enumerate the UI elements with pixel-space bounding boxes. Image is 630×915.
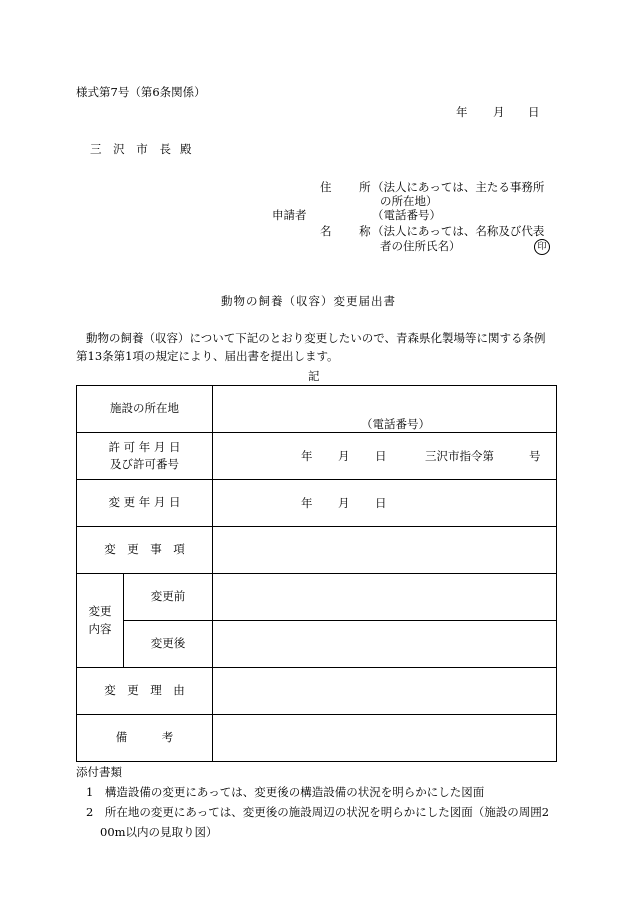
change-month: 月 [338,496,350,510]
name-label: 名 称 [320,224,383,238]
name-note-1: （法人にあっては、名称及び代表 [372,224,545,238]
permit-number-suffix: 号 [529,449,541,463]
change-date-label: 変 更 年 月 日 [77,480,213,527]
permit-month: 月 [338,449,350,463]
attachment-item-1: 1 構造設備の変更にあっては、変更後の構造設備の状況を明らかにした図面 [86,785,485,799]
permit-label-line-1: 許 可 年 月 日 [108,439,181,454]
ki-label: 記 [308,369,320,383]
notification-table [76,385,557,762]
row-permit [77,433,557,480]
document-title: 動物の飼養（収容）変更届出書 [221,294,396,308]
attachment-item-2-line-1: 2 所在地の変更にあっては、変更後の施設周辺の状況を明らかにした図面（施設の周囲2 [86,805,550,819]
row-change-after [77,621,557,668]
before-label: 変更前 [124,574,213,621]
change-items-label: 変 更 事 項 [77,527,213,574]
remarks-label: 備 考 [77,715,213,762]
permit-day: 日 [375,449,387,463]
applicant-phone: （電話番号） [372,208,441,222]
change-date-field[interactable] [213,480,557,527]
reason-field[interactable] [213,668,557,715]
before-field[interactable] [213,574,557,621]
change-year: 年 [301,496,313,510]
change-items-field[interactable] [213,527,557,574]
body-line-1: 動物の飼養（収容）について下記のとおり変更したいので、青森県化製場等に関する条例 [86,331,546,345]
date-day: 日 [528,105,540,119]
after-label: 変更後 [124,621,213,668]
address-note-2: の所在地） [380,194,438,208]
change-day: 日 [375,496,387,510]
facility-location-field[interactable] [213,386,557,433]
applicant-label: 申請者 [272,208,307,222]
facility-location-label: 施設の所在地 [77,386,213,433]
permit-year: 年 [301,449,313,463]
change-content-line-2: 内容 [88,621,112,636]
row-remarks [77,715,557,762]
form-number: 様式第7号（第6条関係） [76,85,206,99]
date-month: 月 [493,105,505,119]
attachments-heading: 添付書類 [76,765,122,779]
row-reason [77,668,557,715]
row-change-items [77,527,557,574]
after-field[interactable] [213,621,557,668]
addressee-honorific: 殿 [180,142,192,156]
addressee-name: 三 沢 市 長 [90,142,175,156]
date-year: 年 [456,105,468,119]
body-line-2: 第13条第1項の規定により、届出書を提出します。 [76,349,339,363]
change-content-label [77,574,124,668]
permit-label [77,433,213,480]
address-note-1: （法人にあっては、主たる事務所 [372,180,545,194]
attachment-item-2-line-2: 00m以内の見取り図） [100,825,218,839]
permit-prefix: 三沢市指令第 [425,449,494,463]
name-note-2: 者の住所氏名） [380,239,461,253]
facility-phone-label: （電話番号） [361,417,430,431]
permit-label-line-2: 及び許可番号 [110,457,179,471]
row-facility-location [77,386,557,433]
seal-icon: 印 [534,239,550,255]
remarks-field[interactable] [213,715,557,762]
row-change-before [77,574,557,621]
seal-mark [534,238,550,255]
reason-label: 変 更 理 由 [77,668,213,715]
permit-field[interactable] [213,433,557,480]
change-content-line-1: 変更 [88,604,112,619]
address-label: 住 所 [320,180,383,194]
row-change-date [77,480,557,527]
